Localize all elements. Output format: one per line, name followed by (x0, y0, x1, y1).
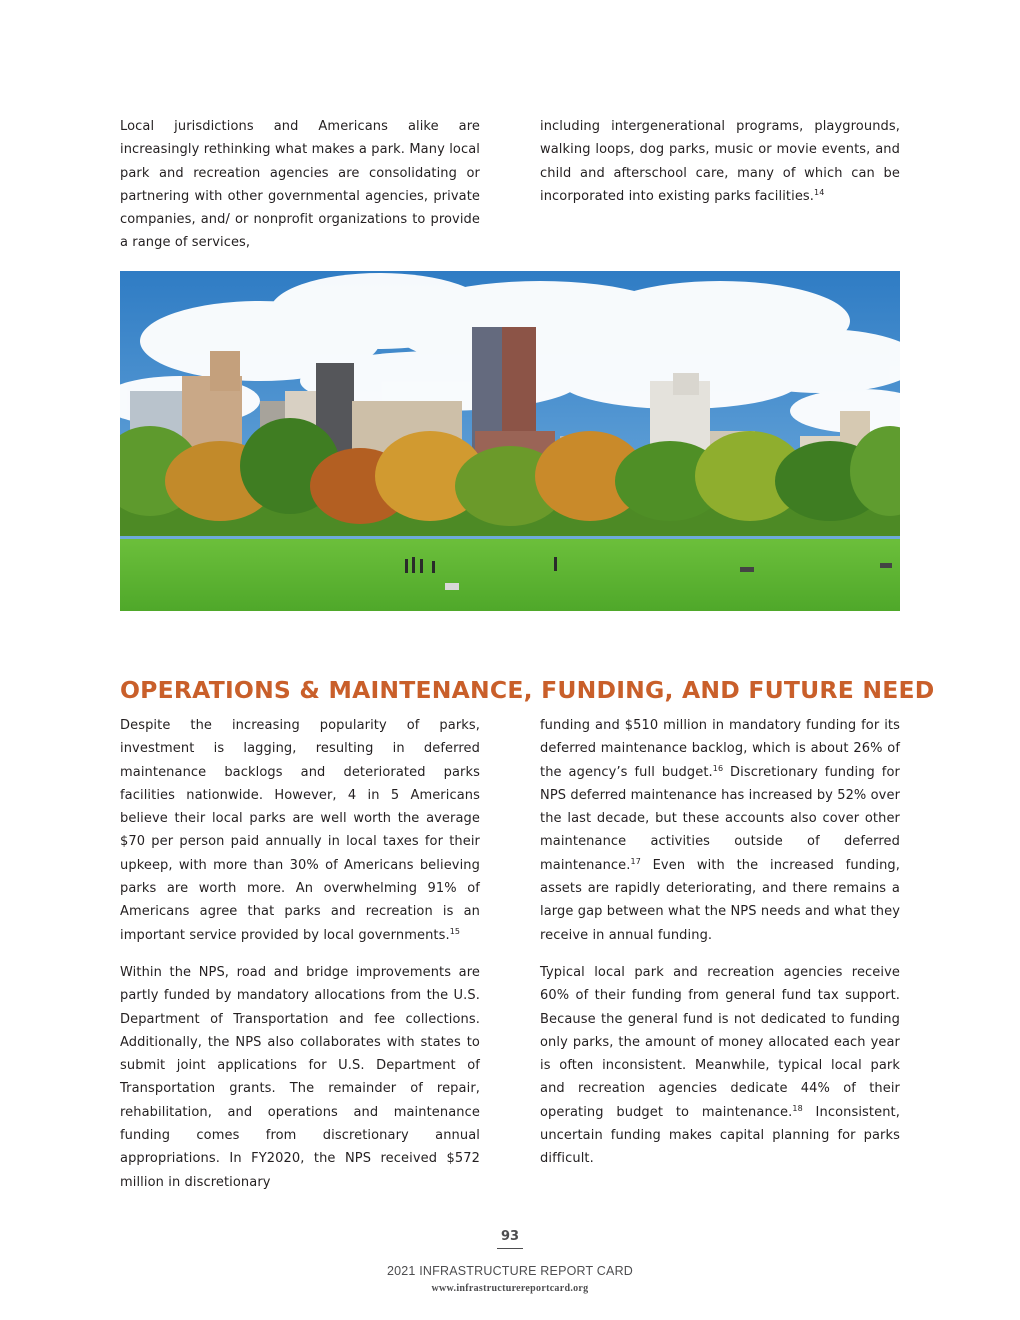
body-left-column (120, 714, 480, 1194)
intro-right-text: including intergenerational programs, playgrounds, walking loops, dog parks, music or movie events, and child and afterschool care, many of which can be incorporated into existing parks facilities. (540, 119, 900, 204)
intro-paragraph-left: Local jurisdictions and Americans alike are increasingly rethinking what makes a park. Many local park and recreation agencies are consolidating or partnering with other governmental agencies, private companies, and/ or nonprofit organizations to provide a range of services, (120, 119, 480, 251)
section-heading: OPERATIONS & MAINTENANCE, FUNDING, AND FUTURE NEED (120, 676, 935, 704)
body-right-p1-text-a: funding and $510 million in mandatory funding for its deferred maintenance backlog, which is about 26% of the agency’s full budget. (540, 718, 900, 780)
body-right-column (540, 714, 900, 1171)
body-right-p1-text-c: Even with the increased funding, assets are rapidly deteriorating, and there remains a large gap between what the NPS needs and what they receive in annual funding. (540, 857, 900, 943)
body-left-paragraph-1 (120, 714, 480, 947)
lawn (120, 539, 900, 611)
footnote-ref-17: 17 (630, 856, 641, 866)
footnote-ref-14: 14 (814, 187, 825, 197)
footnote-ref-16: 16 (712, 763, 724, 773)
footer-url[interactable]: www.infrastructurereportcard.org (431, 1283, 589, 1294)
footnote-ref-15: 15 (449, 926, 461, 936)
body-right-p2-text-a: Typical local park and recreation agencies receive 60% of their funding from general fund tax support. Because the general fund is not dedicated to funding only parks, the amount of money allocated each year is often inconsistent. Meanwhile, typical local park and recreation agencies dedicate 44% of their operating budget to maintenance. (540, 964, 900, 1120)
body-right-p1-text-b: Discretionary funding for NPS deferred maintenance has increased by 52% over the last decade, but these accounts also cover other maintenance activities outside of deferred maintenance. (540, 764, 901, 873)
footnote-ref-18: 18 (792, 1103, 803, 1113)
intro-left-column (120, 115, 480, 255)
park-photo (120, 271, 900, 611)
body-right-paragraph-1 (540, 714, 900, 947)
body-right-paragraph-2 (540, 961, 900, 1171)
footer-title: 2021 INFRASTRUCTURE REPORT CARD (386, 1264, 634, 1278)
page-number-rule (497, 1248, 523, 1249)
body-left-paragraph-2: Within the NPS, road and bridge improvements are partly funded by mandatory allocations from the U.S. Department of Transportation and fee collections. Additionally, the NPS also collaborates with states to submit joint applications for U.S. Department of Transportation grants. The remainder of repair, rehabilitation, and operations and maintenance funding comes from discretionary annual appropriations. In FY2020, the NPS received $572 million in discretionary (120, 964, 480, 1190)
intro-paragraph-right (540, 115, 900, 208)
intro-right-column (540, 115, 900, 208)
page-number: 93 (500, 1229, 520, 1244)
body-right-p2-text-b: Inconsistent, uncertain funding makes capital planning for parks difficult. (540, 1104, 900, 1167)
park-photo-illustration (120, 271, 900, 611)
body-left-p1-text: Despite the increasing popularity of parks, investment is lagging, resulting in deferred maintenance backlogs and deteriorated parks facilities nationwide. However, 4 in 5 Americans believe their local parks are well worth the average $70 per person paid annually in local taxes for their upkeep, with more than 30% of Americans believing parks are worth more. An overwhelming 91% of Americans agree that parks and recreation is an important service provided by local governments. (120, 718, 480, 943)
